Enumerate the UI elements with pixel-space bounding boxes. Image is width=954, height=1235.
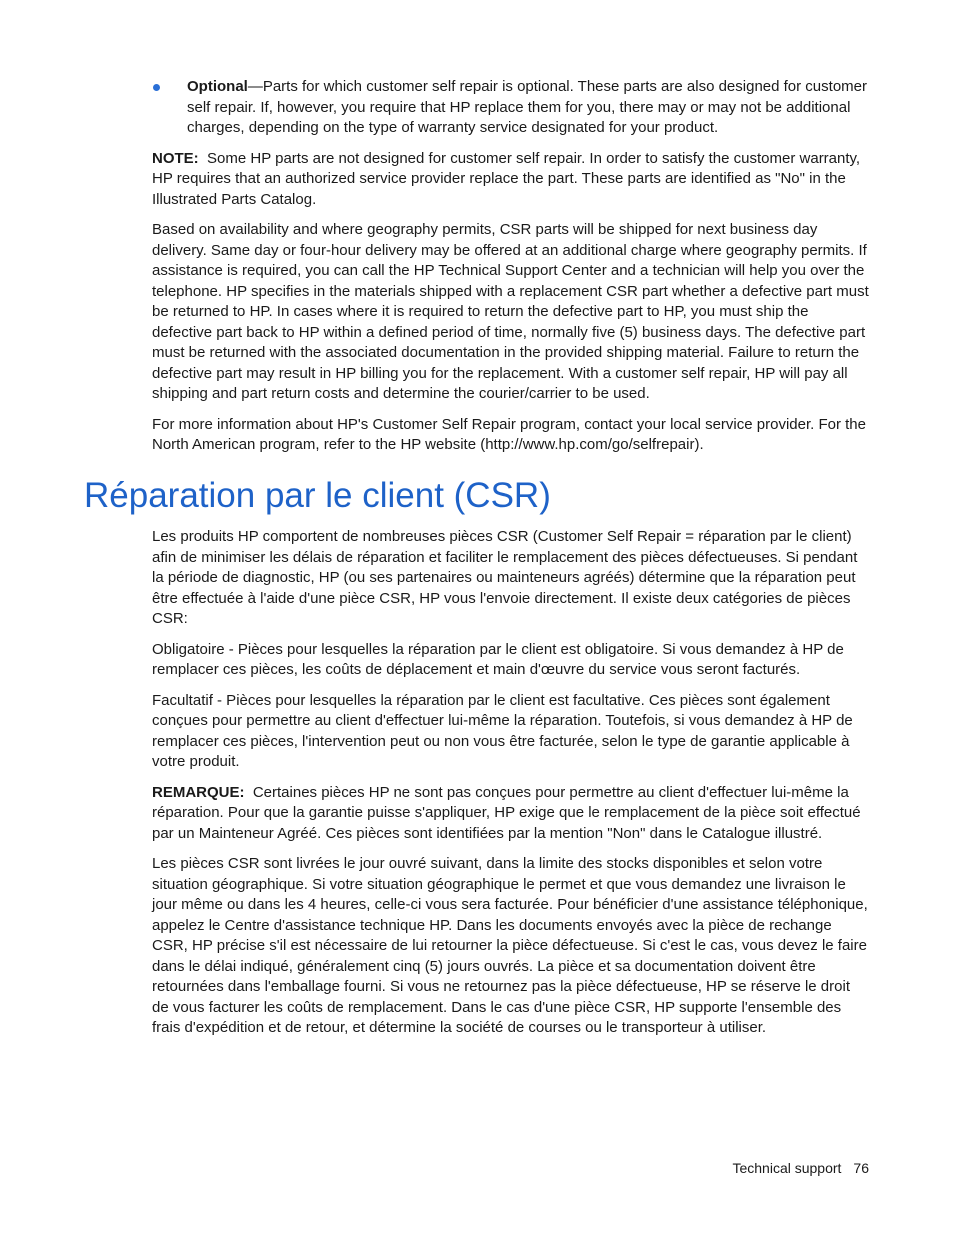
- paragraph-obligatoire: Obligatoire - Pièces pour lesquelles la réparation par le client est obligatoire. Si vous demandez à HP de remplacer ces pièces, les coûts de déplacement et main d'œuvre du service vous seront facturés.: [152, 640, 844, 678]
- remark-paragraph: [152, 783, 870, 845]
- bullet-icon: [153, 84, 160, 91]
- bullet-text: —Parts for which customer self repair is optional. These parts are also designed for customer self repair. If, however, you require that HP replace them for you, there may or may not be additional charges, depending on the type of warranty service designated for your product.: [187, 78, 867, 136]
- section-french: [152, 527, 870, 1049]
- paragraph-intro: Les produits HP comportent de nombreuses pièces CSR (Customer Self Repair = réparation par le client) afin de minimiser les délais de réparation et faciliter le remplacement des pièces défectueuses. Si pendant la période de diagnostic, HP (ou ses partenaires ou mainteneurs agréés) détermine que la réparation peut être effectuée à l'aide d'une pièce CSR, HP vous l'envoie directement. Il existe deux catégories de pièces CSR:: [152, 528, 858, 627]
- page-number: 76: [853, 1160, 869, 1176]
- paragraph-livraison: Les pièces CSR sont livrées le jour ouvré suivant, dans la limite des stocks disponibles et selon votre situation géographique. Si votre situation géographique le permet et que vous demandez une livraison le jour même ou dans les 4 heures, celle-ci vous sera facturée. Pour bénéficier d'une assistance téléphonique, appelez le Centre d'assistance technique HP. Dans les documents envoyés avec la pièce de rechange CSR, HP précise s'il est nécessaire de lui retourner la pièce défectueuse. Si c'est le cas, vous devez le faire dans le délai indiqué, généralement cinq (5) jours ouvrés. La pièce et sa documentation doivent être retournées dans l'emballage fourni. Si vous ne retournez pas la pièce défectueuse, HP se réserve le droit de vous facturer les coûts de remplacement. Dans le cas d'une pièce CSR, HP supporte l'ensemble des frais d'expédition et de retour, et détermine la société de courses ou le transporteur à utiliser.: [152, 855, 868, 1036]
- page-footer: [732, 1158, 869, 1178]
- bullet-optional: [152, 77, 870, 139]
- note-text: Some HP parts are not designed for customer self repair. In order to satisfy the customer warranty, HP requires that an authorized service provider replace the part. These parts are identified as "No" in the Illustrated Parts Catalog.: [152, 149, 861, 208]
- remark-text: Certaines pièces HP ne sont pas conçues pour permettre au client d'effectuer lui-même la réparation. Pour que la garantie puisse s'appliquer, HP exige que le remplacement de la pièce soit effectué par un Mainteneur Agréé. Ces pièces sont identifiées par la mention "Non" dans le Catalogue illustré.: [152, 783, 861, 842]
- remark-label: REMARQUE:: [152, 783, 245, 801]
- section-english: [152, 77, 870, 466]
- note-label: NOTE:: [152, 149, 199, 167]
- section-heading: Réparation par le client (CSR): [84, 476, 551, 515]
- paragraph-facultatif: Facultatif - Pièces pour lesquelles la réparation par le client est facultative. Ces pièces sont également conçues pour permettre au client d'effectuer lui-même la réparation. Toutefois, si vous demandez à HP de remplacer ces pièces, l'intervention peut ou non vous être facturée, selon le type de garantie applicable à votre produit.: [152, 691, 853, 770]
- paragraph-more-info: For more information about HP's Customer Self Repair program, contact your local service provider. For the North American program, refer to the HP website (http://www.hp.com/go/selfrepair).: [152, 415, 866, 453]
- paragraph-shipping: Based on availability and where geography permits, CSR parts will be shipped for next business day delivery. Same day or four-hour delivery may be offered at an additional charge where geography permits. If assistance is required, you can call the HP Technical Support Center and a technician will help you over the telephone. HP specifies in the materials shipped with a replacement CSR part whether a defective part must be returned to HP. In cases where it is required to return the defective part to HP, you must ship the defective part back to HP within a defined period of time, normally five (5) business days. The defective part must be returned with the associated documentation in the provided shipping material. Failure to return the defective part may result in HP billing you for the replacement. With a customer self repair, HP will pay all shipping and part return costs and determine the courier/carrier to be used.: [152, 221, 869, 402]
- footer-section-label: Technical support: [732, 1160, 842, 1176]
- bullet-term: Optional: [187, 78, 248, 95]
- note-paragraph: [152, 149, 870, 211]
